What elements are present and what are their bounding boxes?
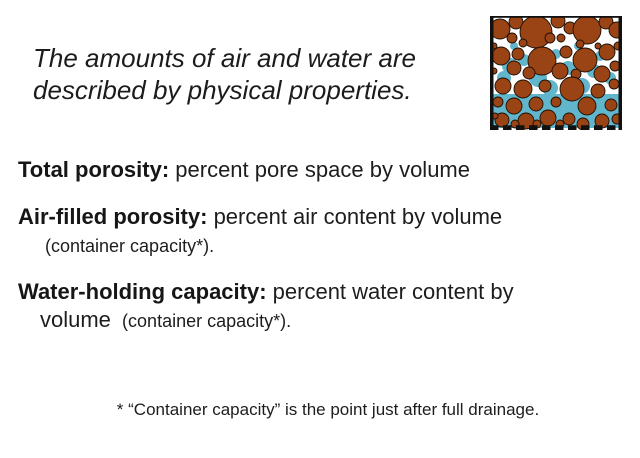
definition-term: Water-holding capacity: xyxy=(18,279,267,304)
footnote: * “Container capacity” is the point just after full drainage. xyxy=(116,400,540,419)
definition-air-filled-porosity xyxy=(18,203,530,260)
soil-water-air-illustration xyxy=(490,16,622,130)
slide-title-line2: described by physical properties. xyxy=(33,75,412,105)
definition-term: Total porosity: xyxy=(18,157,170,182)
definitions-list xyxy=(18,156,530,353)
definition-note: (container capacity*). xyxy=(45,236,215,256)
definition-text: percent air content by volume xyxy=(207,204,503,229)
definition-water-holding-capacity xyxy=(18,278,530,335)
slide-title-line1: The amounts of air and water are xyxy=(33,43,416,73)
definition-text: percent pore space by volume xyxy=(169,157,470,182)
soil-particles-diagram-svg xyxy=(490,16,622,130)
definition-term: Air-filled porosity: xyxy=(18,204,208,229)
definition-total-porosity xyxy=(18,156,530,185)
slide-title xyxy=(33,42,453,106)
definition-note: (container capacity*). xyxy=(122,311,292,331)
definition-text: percent water content by volume xyxy=(40,279,514,332)
